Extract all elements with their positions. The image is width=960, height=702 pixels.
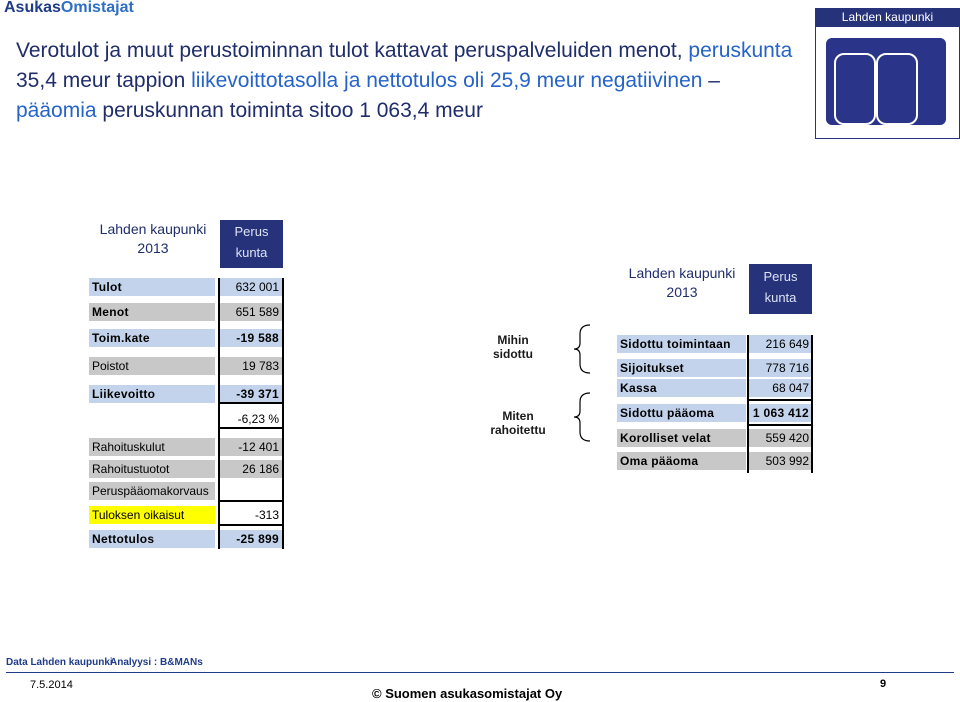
title-part2: peruskunta xyxy=(688,39,793,62)
left-table-underline-1 xyxy=(218,402,284,404)
row-kassa-label: Kassa xyxy=(617,379,746,397)
brand-part2: Omistajat xyxy=(60,0,134,16)
left-header-city xyxy=(92,220,214,258)
row-tuloksen-oikaisut-label: Tuloksen oikaisut xyxy=(89,506,215,524)
left-table-right-border xyxy=(282,278,284,549)
brace-icon-upper xyxy=(572,324,592,374)
right-header-perus xyxy=(749,264,812,314)
row-poistot-value: 19 783 xyxy=(220,357,282,375)
row-menot-value: 651 589 xyxy=(220,303,282,321)
row-kassa-value: 68 047 xyxy=(749,379,812,397)
page-title xyxy=(16,36,796,126)
row-korolliset-velat-value: 559 420 xyxy=(749,429,812,447)
row-liikevoitto-label: Liikevoitto xyxy=(89,385,215,403)
footer-copyright: © Suomen asukasomistajat Oy xyxy=(372,686,563,701)
row-poistot-label: Poistot xyxy=(89,357,215,375)
row-sijoitukset-label: Sijoitukset xyxy=(617,359,746,377)
row-peruspaomakorvaus-label: Peruspääomakorvaus xyxy=(89,482,215,500)
row-liikevoitto-value: -39 371 xyxy=(220,385,282,403)
row-toimkate-label: Toim.kate xyxy=(89,329,215,347)
title-part7: peruskunnan toiminta sitoo 1 063,4 meur xyxy=(96,99,483,122)
row-oma-paaoma-label: Oma pääoma xyxy=(617,452,746,470)
row-sijoitukset-value: 778 716 xyxy=(749,359,812,377)
right-table-underline-1 xyxy=(747,399,813,401)
brand-logo xyxy=(4,0,134,17)
footer-analysis: Analyysi : B&MANs xyxy=(110,657,203,668)
middle-sidottu-label: Mihin sidottu xyxy=(493,333,533,361)
left-kunta-label: kunta xyxy=(235,245,268,260)
left-table-divider xyxy=(218,278,220,549)
row-liikevoitto-percent: -6,23 % xyxy=(237,412,279,426)
right-table-underline-2 xyxy=(747,424,813,426)
row-sidottu-paaoma-label: Sidottu pääoma xyxy=(617,404,746,422)
row-sidottu-paaoma-value: 1 063 412 xyxy=(749,404,812,422)
left-table-underline-3 xyxy=(218,500,284,502)
left-header-year: 2013 xyxy=(137,240,169,256)
row-menot-label: Menot xyxy=(89,303,215,321)
left-header-perus xyxy=(220,220,283,268)
title-part5: – xyxy=(702,69,720,92)
page-number: 9 xyxy=(880,678,887,690)
row-rahoituskulut-label: Rahoituskulut xyxy=(89,438,215,456)
right-table-right-border xyxy=(811,335,813,473)
title-part1: Verotulot ja muut perustoiminnan tulot kattavat peruspalveluiden menot, xyxy=(16,39,683,62)
row-nettotulos-label: Nettotulos xyxy=(89,530,215,548)
right-header-city xyxy=(620,264,744,302)
right-header-year: 2013 xyxy=(666,284,698,300)
right-kunta-label: kunta xyxy=(764,290,797,305)
row-sidottu-toimintaan-label: Sidottu toimintaan xyxy=(617,335,746,353)
title-part6: pääomia xyxy=(16,99,97,122)
row-rahoitustuotot-label: Rahoitustuotot xyxy=(89,460,215,478)
row-korolliset-velat-label: Korolliset velat xyxy=(617,429,746,447)
left-perus-label: Perus xyxy=(234,224,269,239)
row-tuloksen-oikaisut-value: -313 xyxy=(254,508,279,522)
right-header-city-name: Lahden kaupunki xyxy=(628,265,736,281)
row-tulot-value: 632 001 xyxy=(220,278,282,296)
left-header-city-name: Lahden kaupunki xyxy=(99,221,207,237)
row-nettotulos-value: -25 899 xyxy=(220,530,282,548)
row-sidottu-toimintaan-value: 216 649 xyxy=(749,335,812,353)
row-oma-paaoma-value: 503 992 xyxy=(749,452,812,470)
footer-data-source: Data Lahden kaupunki xyxy=(6,657,113,668)
footer-date: 7.5.2014 xyxy=(30,679,73,691)
title-part4: liikevoittotasolla ja nettotulos oli 25,9 meur negatiivinen xyxy=(191,69,703,92)
right-table-divider xyxy=(747,335,749,473)
right-perus-label: Perus xyxy=(763,269,798,284)
left-table-underline-2 xyxy=(218,427,284,429)
brand-part1: Asukas xyxy=(4,0,61,16)
middle-rahoitettu-label: Miten rahoitettu xyxy=(490,409,546,437)
row-toimkate-value: -19 588 xyxy=(220,329,282,347)
footer-divider xyxy=(6,672,954,673)
brace-icon-lower xyxy=(572,392,592,442)
row-tulot-label: Tulot xyxy=(89,278,215,296)
left-table-underline-4 xyxy=(218,524,284,526)
logo-shape-right xyxy=(876,53,918,125)
logo-shape-left xyxy=(834,53,876,125)
title-part3: 35,4 meur tappion xyxy=(16,69,192,92)
row-rahoituskulut-value: -12 401 xyxy=(220,438,282,456)
corner-tab: Lahden kaupunki xyxy=(815,8,960,26)
row-rahoitustuotot-value: 26 186 xyxy=(220,460,282,478)
